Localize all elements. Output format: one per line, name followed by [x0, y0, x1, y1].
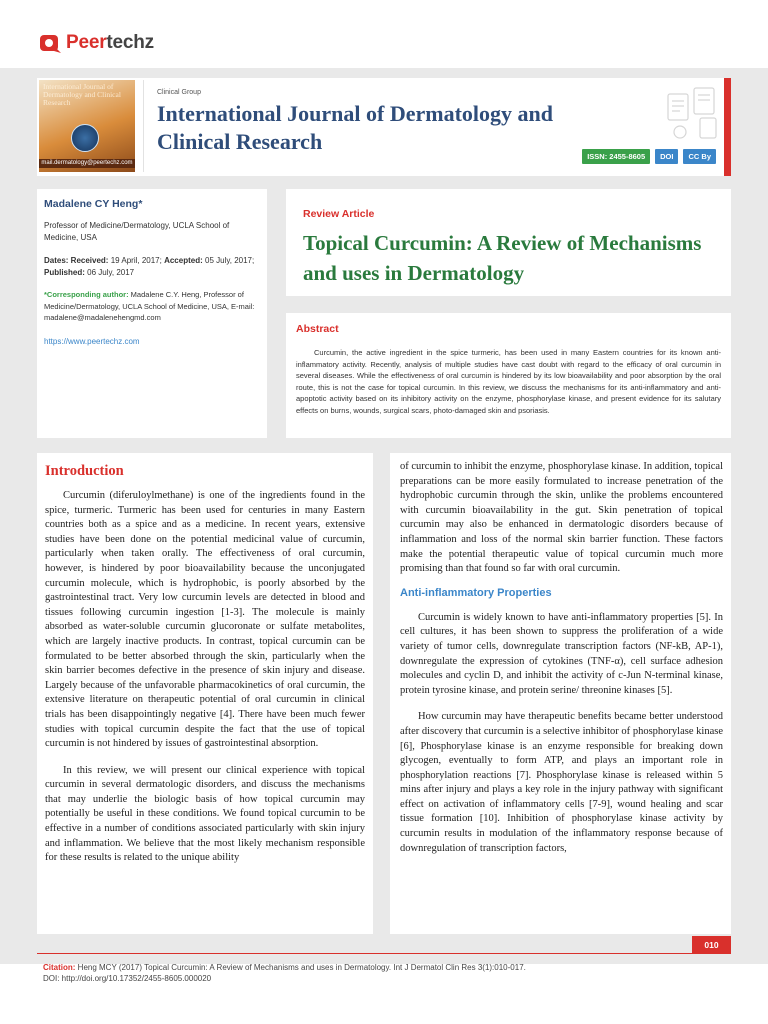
author-name: Madalene CY Heng*	[44, 198, 143, 210]
journal-title: International Journal of Dermatology and Clinical Research	[157, 101, 553, 154]
footer-rule	[37, 953, 731, 954]
doi-badge[interactable]: DOI	[655, 149, 678, 164]
article-title: Topical Curcumin: A Review of Mechanisms and uses in Dermatology	[303, 231, 702, 285]
accepted-date: 05 July, 2017;	[202, 256, 255, 265]
citation-label: Citation:	[43, 963, 76, 972]
doi-line[interactable]: DOI: http://doi.org/10.17352/2455-8605.000020	[43, 974, 212, 983]
peertechz-link[interactable]: https://www.peertechz.com	[44, 336, 140, 346]
body-column-right	[390, 453, 731, 934]
corresponding-text: Madalene C.Y. Heng, Professor of Medicine/Dermatology, UCLA School of Medicine, USA, E-mail: madalene@madalenehengmd.com	[44, 290, 255, 322]
cc-license-badge[interactable]: CC By	[683, 149, 716, 164]
introduction-heading: Introduction	[45, 463, 124, 479]
abstract-card	[286, 313, 731, 438]
accepted-label: Accepted:	[164, 256, 203, 265]
corresponding-label: *Corresponding author:	[44, 290, 129, 299]
abstract-heading: Abstract	[296, 323, 339, 335]
corresponding-author	[44, 289, 260, 324]
journal-cover-image	[39, 80, 135, 172]
article-type: Review Article	[303, 208, 375, 220]
header-red-accent	[724, 78, 731, 176]
cover-email: mail.dermatology@peertechz.com	[39, 159, 135, 168]
header-divider	[143, 80, 144, 172]
clinical-group-label: Clinical Group	[157, 89, 201, 96]
issn-badge: ISSN: 2455-8605	[582, 149, 650, 164]
peertechz-logo[interactable]	[38, 32, 154, 54]
published-date: 06 July, 2017	[84, 268, 135, 277]
cover-globe-icon	[71, 124, 99, 152]
brand-bar	[0, 0, 768, 68]
page-number: 010	[692, 936, 731, 954]
published-label: Published:	[44, 268, 85, 277]
citation-line	[43, 962, 723, 973]
citation-block	[43, 962, 723, 984]
anti-inflammatory-paragraph-2: How curcumin may have therapeutic benefits became better understood after discovery that curcumin is a selective inhibitor of phosphorylase kinase [6], Phosphorylase kinase is an enzyme responsible for breaking down glycogen, eventually to form ATP, and plays an important role in phosphorylation reactions [7]. Phosphorylase kinase is released within 5 mins after injury and plays a key role in the injury pathway with significant effect on activation of inflammatory cells [7-9], wound healing and scar tissue formation [10]. Inhibition of phosphorylase kinase activity by curcumin results in modulation of the inflammatory response because of downregulation of transcription factors,	[400, 711, 723, 854]
journal-badges	[582, 149, 716, 164]
document-illustration-icon	[660, 84, 726, 144]
anti-inflammatory-paragraph-1: Curcumin is widely known to have anti-inflammatory properties [5]. In cell cultures, it has been shown to suppress the proliferation of a wide variety of tumor cells, downregulate transcription factors (NF-kB, AP-1), downregulate the expression of cytokines (TNF-α), cell surface adhesion molecules and cyclin D, and inhibit the activity of c-Jun N-terminal kinase, protein tyrosine kinase, and protein serine/ threonine kinases [5].	[400, 611, 723, 696]
cover-title: International Journal of Dermatology and Clinical Research	[43, 82, 121, 107]
article-title-card	[286, 189, 731, 296]
abstract-text: Curcumin, the active ingredient in the spice turmeric, has been used in many Eastern countries for its known anti-inflammatory activity. Recently, analysis of multiple studies have cast doubt with regard to the efficacy of oral curcumin in several diseases. While the effectiveness of oral curcumin is hindered by its low bioavailability and poor absorption by the oral route, this is not the case for topical curcumin. In this review, we discuss the mechanisms for its anti-inflammatory and anti-apoptotic activity based on its inhibitory activity on the enzyme, phosphorylase kinase, and present evidence for its salutary effects on burns, wounds, surgical scars, photo-damaged skin and psoriasis.	[296, 348, 721, 415]
anti-inflammatory-heading: Anti-inflammatory Properties	[400, 586, 552, 599]
author-affiliation: Professor of Medicine/Dermatology, UCLA School of Medicine, USA	[44, 221, 230, 242]
body-column-left	[37, 453, 373, 934]
logo-text: Peertechz	[66, 32, 154, 53]
received-label: Dates: Received:	[44, 256, 109, 265]
received-date: 19 April, 2017;	[108, 256, 165, 265]
intro-paragraph-2: In this review, we will present our clinical experience with topical curcumin in several dermatologic disorders, and discuss the mechanisms that may underlie the biologic basis of how topical curcumin may potentially be useful in these conditions. We found topical curcumin to be effective in a number of conditions associated particularly with skin injury and inflammation. We believe that the most likely mechanism responsible for these results is related to the unique ability	[45, 764, 365, 864]
citation-text: Heng MCY (2017) Topical Curcumin: A Review of Mechanisms and uses in Dermatology. Int J Dermatol Clin Res 3(1):010-017.	[75, 963, 526, 972]
article-dates	[44, 255, 260, 279]
intro-paragraph-1: Curcumin (diferuloylmethane) is one of the ingredients found in the spice, turmeric. Turmeric has been used for centuries in many Eastern countries both as a spice and as a medicine. In recent years, extensive studies have been done on the potential medicinal value of curcumin, particularly when taken orally. The effectiveness of oral curcumin, however, is hindered by poor bioavailability because the unconjugated curcumin molecule, which is hydrophobic, is poorly absorbed by the gastrointestinal tract. Very low curcumin levels are detected in blood and tissues following curcumin ingestion [1-3]. The molecule is mainly absorbed as water-soluble curcumin glucoronate or sulfate metabolites, which are largely inactive products. In contrast, topical curcumin can be formulated to be better absorbed through the skin, particularly when the skin barrier becomes defective in the presence of skin injury and disease. Largely because of the unfavorable pharmacokinetics of oral curcumin, the extensive literature on therapeutic potential of oral curcumin in clinical trials has been disappointingly negative [4]. There have been much fewer studies with topical curcumin despite the fact that the use of topical curcumin is not hindered by issues of gastrointestinal absorption.	[45, 490, 365, 750]
author-info-card	[37, 189, 267, 438]
right-paragraph-1: of curcumin to inhibit the enzyme, phosphorylase kinase. In addition, topical preparations can be more easily formulated to increase penetration of the hydrophobic curcumin through the skin, unlike the problems encountered with curcumin bioavailability in the gut. Skin penetration of topical curcumin may also be enhanced in dermatologic disorders because of inflammation and loss of the normal skin barrier function. These factors make the potential therapeutic value of topical curcumin much more promising than that found so far with oral curcumin.	[400, 461, 723, 575]
logo-mark-icon	[38, 32, 62, 54]
